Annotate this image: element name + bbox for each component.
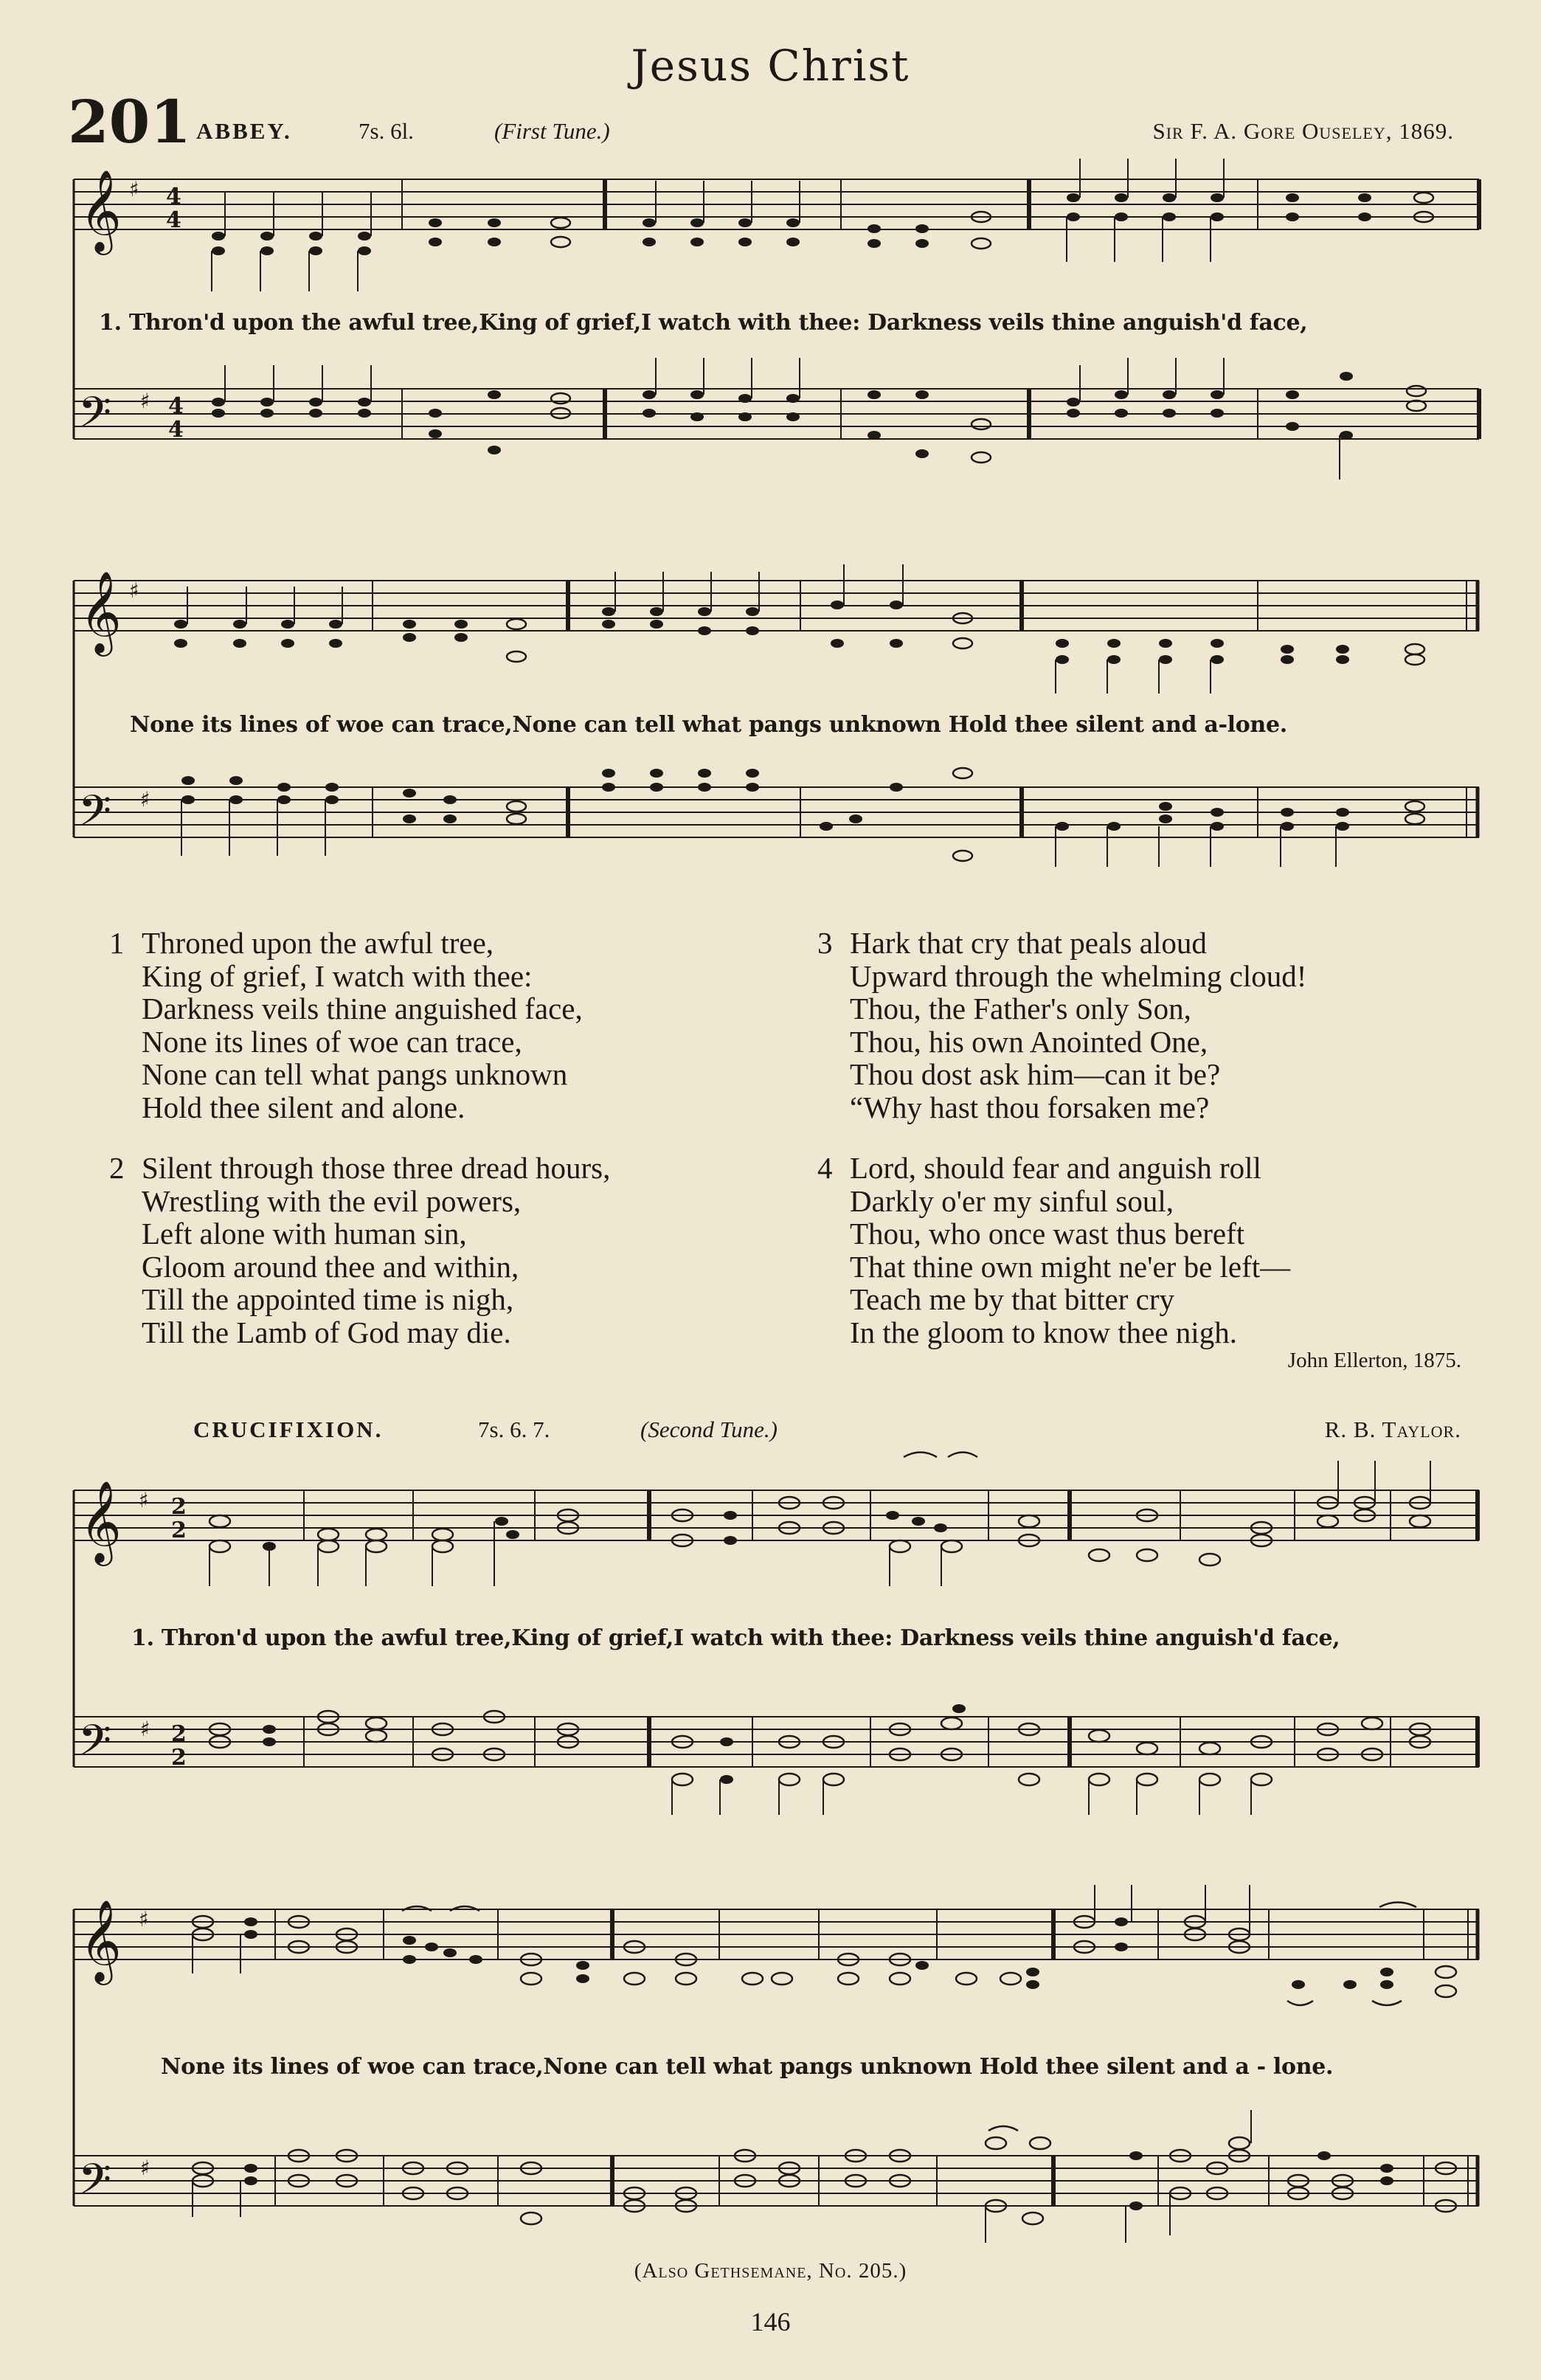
second-tune-label: (Second Tune.): [640, 1416, 778, 1442]
footer-cross-reference: (Also Gethsemane, No. 205.): [634, 2259, 907, 2283]
page-number: 146: [750, 2307, 791, 2336]
first-tune-label: (First Tune.): [494, 118, 610, 144]
svg-text:♯: ♯: [139, 1907, 149, 1931]
svg-text:𝄞: 𝄞: [80, 570, 122, 653]
second-tune-name: CRUCIFIXION.: [193, 1416, 384, 1442]
stanza-2-line-1: Silent through those three dread hours,: [142, 1151, 611, 1185]
svg-text:𝄢: 𝄢: [78, 387, 112, 448]
stanza-4-line-2: Darkly o'er my sinful soul,: [850, 1183, 1174, 1218]
svg-text:♯: ♯: [140, 2156, 150, 2180]
stanza-3-number: 3: [817, 926, 833, 960]
first-tune-underlay-1: 1. Thron'd upon the awful tree,King of grief,I watch with thee: Darkness veils thine anguish'd face,: [99, 310, 1308, 336]
svg-text:♯: ♯: [140, 1717, 150, 1741]
stanza-2-line-6: Till the Lamb of God may die.: [142, 1315, 511, 1349]
stanza-3-line-6: “Why hast thou forsaken me?: [850, 1090, 1210, 1124]
svg-text:2: 2: [171, 1745, 187, 1771]
stanza-2-line-3: Left alone with human sin,: [142, 1217, 467, 1250]
first-tune-underlay-2: None its lines of woe can trace,None can tell what pangs unknown Hold thee silent and a-lone.: [130, 712, 1287, 738]
first-tune-meter: 7s. 6l.: [359, 118, 414, 144]
stanza-4-line-1: Lord, should fear and anguish roll: [850, 1151, 1261, 1185]
stanza-3-line-1: Hark that cry that peals aloud: [850, 926, 1207, 960]
stanza-2-line-5: Till the appointed time is nigh,: [142, 1282, 514, 1316]
svg-text:4: 4: [168, 417, 184, 443]
svg-text:𝄞: 𝄞: [80, 169, 122, 252]
stanza-4-line-6: In the gloom to know thee nigh.: [850, 1315, 1237, 1349]
stanza-1-line-2: King of grief, I watch with thee:: [142, 958, 533, 993]
stanza-1-line-4: None its lines of woe can trace,: [142, 1024, 522, 1059]
stanza-1-line-5: None can tell what pangs unknown: [142, 1057, 568, 1091]
svg-text:2: 2: [171, 1721, 187, 1747]
text-author: John Ellerton, 1875.: [1287, 1349, 1461, 1372]
svg-text:4: 4: [166, 184, 181, 210]
stanza-2-line-4: Gloom around thee and within,: [142, 1249, 519, 1284]
svg-text:♯: ♯: [129, 578, 139, 603]
svg-text:𝄞: 𝄞: [80, 1899, 122, 1982]
page-header: Jesus Christ: [631, 41, 910, 91]
stanza-2-number: 2: [109, 1151, 125, 1185]
svg-text:♯: ♯: [140, 787, 150, 812]
stanza-3-line-5: Thou dost ask him—can it be?: [850, 1057, 1221, 1091]
stanza-1-line-6: Hold thee silent and alone.: [142, 1090, 465, 1124]
svg-text:𝄢: 𝄢: [78, 2154, 112, 2215]
svg-text:𝄞: 𝄞: [80, 1480, 122, 1563]
svg-text:2: 2: [171, 1518, 187, 1543]
svg-text:𝄢: 𝄢: [78, 786, 112, 846]
stanza-4-line-4: That thine own might ne'er be left—: [850, 1249, 1291, 1284]
stanza-3-line-2: Upward through the whelming cloud!: [850, 958, 1307, 993]
stanza-3-line-4: Thou, his own Anointed One,: [850, 1024, 1208, 1059]
stanza-3-line-3: Thou, the Father's only Son,: [850, 992, 1191, 1025]
stanza-1-number: 1: [109, 926, 125, 960]
stanza-2-line-2: Wrestling with the evil powers,: [142, 1183, 522, 1218]
svg-text:2: 2: [171, 1494, 187, 1520]
svg-text:𝄢: 𝄢: [78, 1715, 112, 1776]
svg-text:4: 4: [168, 393, 184, 419]
svg-text:♯: ♯: [129, 177, 139, 201]
second-tune-underlay-2: None its lines of woe can trace,None can tell what pangs unknown Hold thee silent and a - lone.: [161, 2054, 1334, 2080]
svg-text:♯: ♯: [139, 1488, 149, 1512]
hymn-number: 201: [68, 87, 191, 156]
stanza-4-line-5: Teach me by that bitter cry: [850, 1282, 1174, 1316]
first-tune-composer: Sir F. A. Gore Ouseley, 1869.: [1152, 118, 1454, 144]
svg-text:4: 4: [166, 207, 181, 233]
stanza-1-line-1: Throned upon the awful tree,: [142, 926, 494, 960]
stanza-4-number: 4: [817, 1151, 833, 1185]
second-tune-composer: R. B. Taylor.: [1324, 1416, 1461, 1442]
second-tune-underlay-1: 1. Thron'd upon the awful tree,King of grief,I watch with thee: Darkness veils thine anguish'd face,: [131, 1625, 1340, 1651]
stanza-4-line-3: Thou, who once wast thus bereft: [850, 1217, 1245, 1250]
svg-text:♯: ♯: [140, 389, 150, 413]
first-tune-name: ABBEY.: [196, 118, 292, 144]
stanza-1-line-3: Darkness veils thine anguished face,: [142, 992, 583, 1025]
second-tune-meter: 7s. 6. 7.: [478, 1416, 550, 1442]
